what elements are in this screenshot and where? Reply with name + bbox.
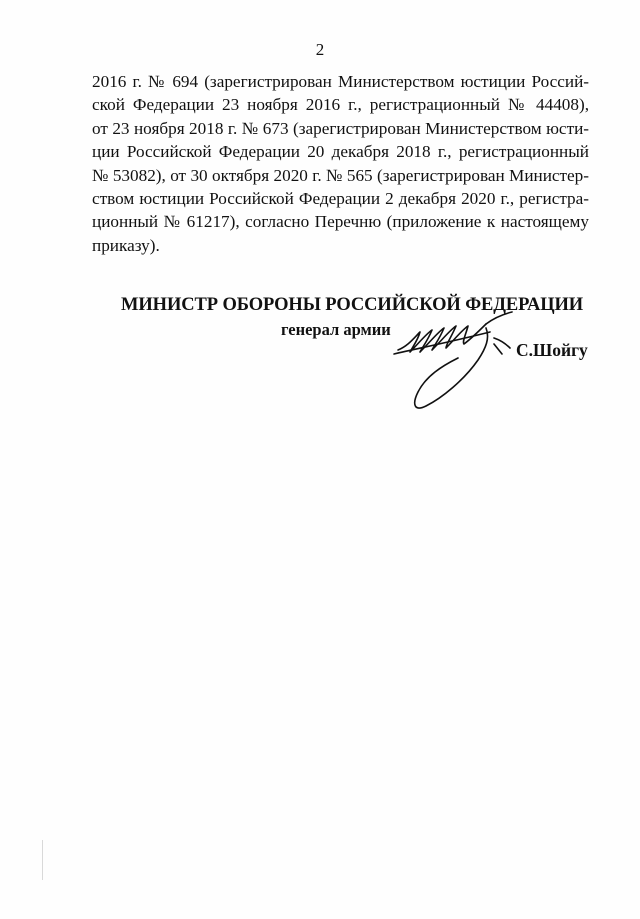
body-line: ством юстиции Российской Федерации 2 декабря 2020 г., регистра- — [92, 189, 589, 209]
body-line: ции Российской Федерации 20 декабря 2018 г., регистрационный — [92, 142, 589, 162]
page-number: 2 — [315, 40, 325, 59]
signatory-rank: генерал армии — [281, 320, 391, 339]
body-line: приказу). — [92, 235, 160, 255]
body-line: ционный № 61217), согласно Перечню (приложение к настоящему — [92, 212, 589, 232]
handwritten-signature-icon — [390, 308, 520, 413]
body-line: № 53082), от 30 октября 2020 г. № 565 (зарегистрирован Министер- — [92, 165, 589, 185]
body-line: от 23 ноября 2018 г. № 673 (зарегистрирован Министерством юсти- — [92, 118, 589, 138]
signatory-name: С.Шойгу — [516, 340, 588, 360]
body-line: 2016 г. № 694 (зарегистрирован Министерством юстиции Россий- — [92, 72, 589, 91]
scan-margin-mark — [42, 840, 43, 880]
body-paragraph — [92, 70, 589, 257]
signatory-title: МИНИСТР ОБОРОНЫ РОССИЙСКОЙ ФЕДЕРАЦИИ — [121, 295, 584, 315]
body-line: ской Федерации 23 ноября 2016 г., регистрационный № 44408), — [92, 95, 589, 115]
